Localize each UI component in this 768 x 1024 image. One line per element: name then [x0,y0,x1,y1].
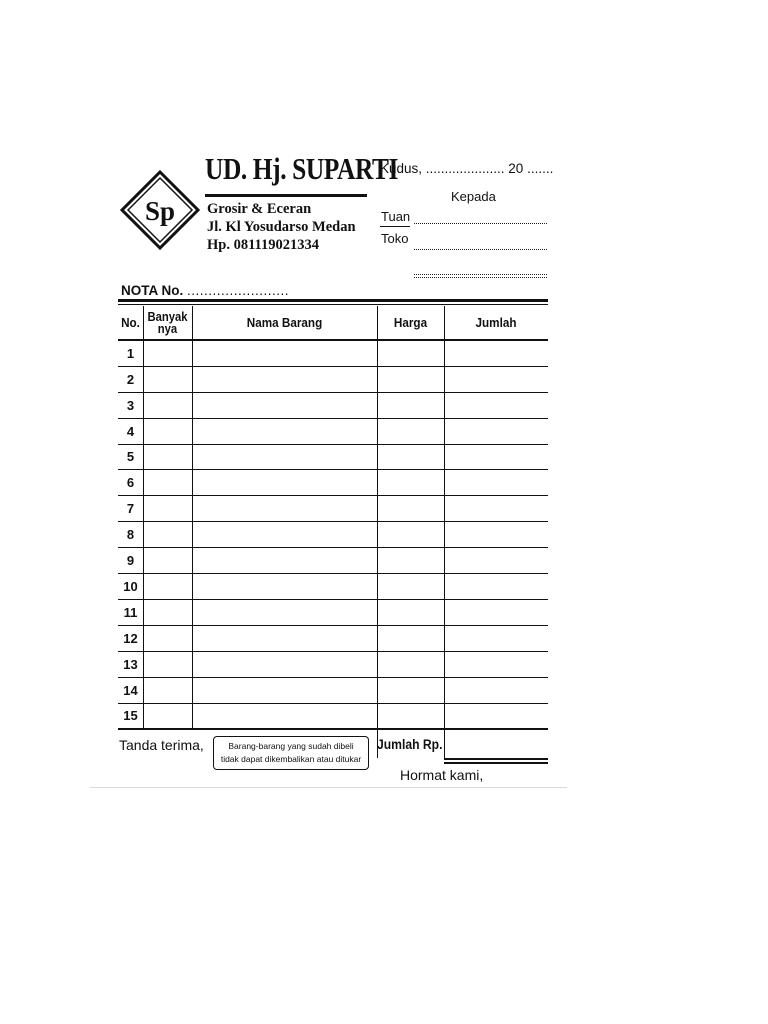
shop-logo [120,170,200,250]
col-header-banyak-line1: Banyak [147,310,188,324]
shop-name-underline [205,194,367,197]
total-underline-2 [444,762,548,764]
nota-label: NOTA No. [121,283,184,298]
row-number: 7 [126,501,135,516]
col-header-no: No. [121,315,140,330]
shop-tagline: Grosir & Eceran [207,201,312,217]
row-rule [118,418,548,419]
col-divider [377,306,378,758]
tanda-terima-label: Tanda terima, [119,737,204,753]
row-number: 13 [123,657,138,672]
hormat-kami-label: Hormat kami, [400,767,484,783]
shop-address: Jl. Kl Yosudarso Medan [207,219,356,235]
page-edge [90,787,567,788]
kepada-label: Kepada [451,189,496,204]
row-number: 14 [123,683,138,698]
row-number: 6 [126,475,135,490]
table-top-rule [118,299,548,302]
row-number: 4 [126,424,135,439]
row-rule [118,547,548,548]
row-rule [118,573,548,574]
notice-line-2: tidak dapat dikembalikan atau ditukar [220,754,362,764]
nota-number-field[interactable]: ........................ [187,283,290,298]
col-header-banyak-line2: nya [157,322,178,336]
row-number: 12 [123,631,138,646]
place-date-field[interactable]: Kudus, ..................... 20 ....... [380,161,554,176]
row-number: 2 [126,372,135,387]
row-number: 15 [123,708,138,723]
col-header-jumlah: Jumlah [475,315,517,330]
notice-line-1: Barang-barang yang sudah dibeli [228,741,354,751]
row-rule [118,469,548,470]
row-number: 1 [126,346,135,361]
col-header-banyak [145,306,189,340]
logo-text: Sp [144,196,176,226]
row-number: 8 [126,527,135,542]
total-underline [444,758,548,760]
row-rule [118,521,548,522]
row-number: 11 [123,605,138,620]
row-rule [118,599,548,600]
row-rule [118,703,548,704]
row-number: 3 [126,398,135,413]
row-number: 10 [123,579,138,594]
shop-phone: Hp. 081119021334 [207,237,319,253]
col-header-harga: Harga [393,315,428,330]
tuan-label: Tuan [381,209,411,224]
tuan-divider [380,226,410,227]
table-bottom-rule [118,728,548,730]
shop-name: UD. Hj. SUPARTI [205,151,399,186]
toko-field[interactable] [414,249,547,250]
row-rule [118,444,548,445]
row-rule [118,677,548,678]
col-divider [444,306,445,758]
row-number: 9 [126,553,135,568]
row-rule [118,366,548,367]
address-field[interactable] [414,274,547,278]
toko-label: Toko [381,231,409,246]
row-rule [118,651,548,652]
col-header-nama-barang: Nama Barang [246,315,323,330]
row-rule [118,392,548,393]
col-divider [143,306,144,729]
table-top-rule-thin [118,304,548,305]
return-policy-notice [213,736,369,770]
tuan-field[interactable] [414,223,547,224]
header-bottom-rule [118,339,548,341]
row-number: 5 [126,449,135,464]
row-rule [118,625,548,626]
jumlah-rp-label: Jumlah Rp. [377,737,443,752]
col-divider [192,306,193,729]
nota-number[interactable] [121,283,289,298]
row-rule [118,495,548,496]
